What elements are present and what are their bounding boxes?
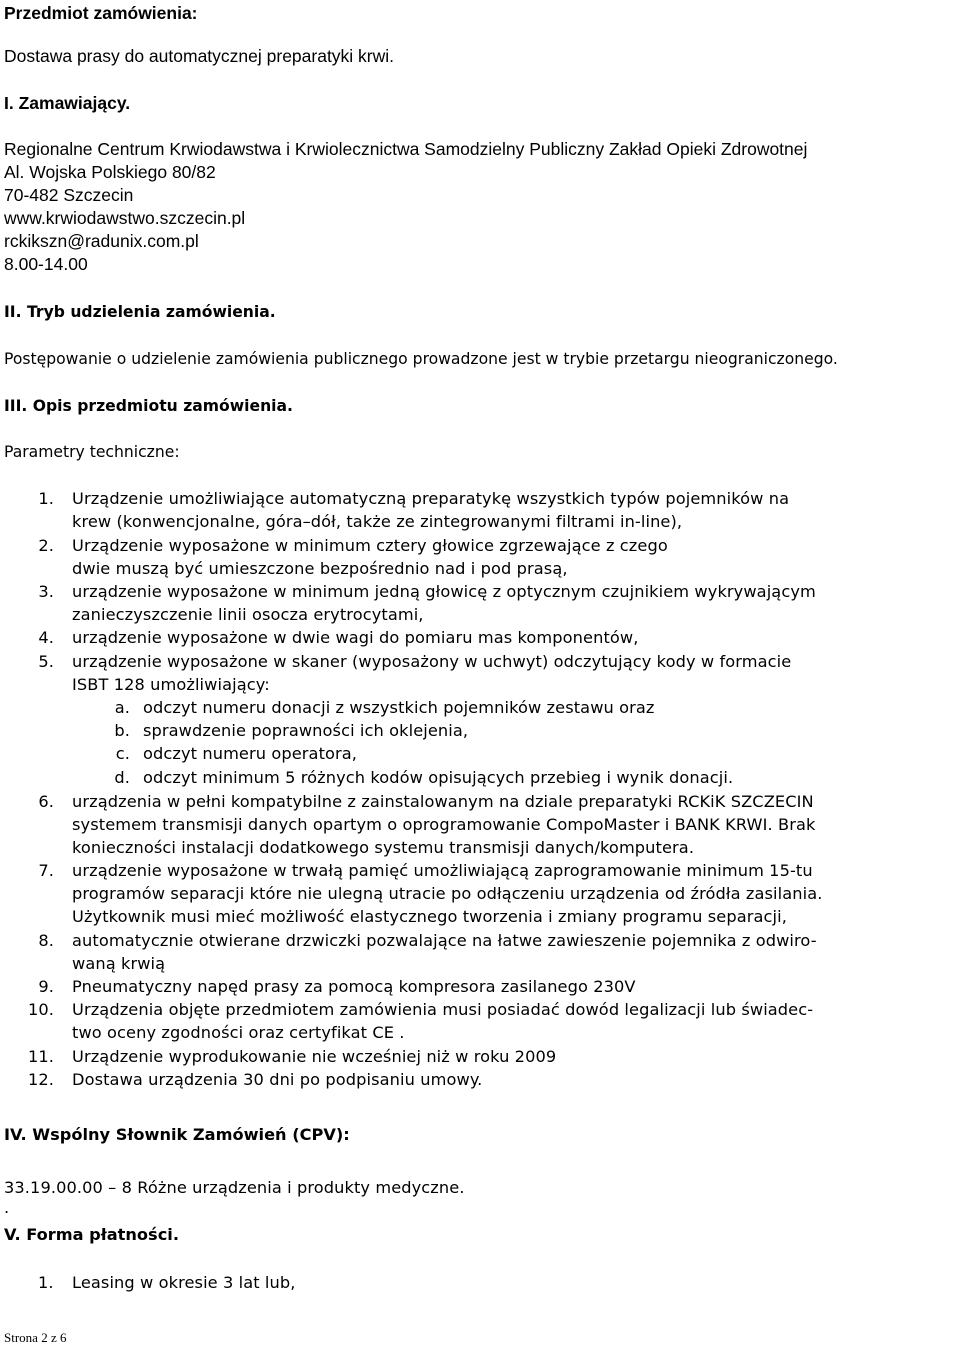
list-item-text: ISBT 128 umożliwiający: — [72, 675, 270, 694]
list-item-number: 5. — [38, 652, 54, 671]
list-item-text: Urządzenie wyprodukowanie nie wcześniej niż w roku 2009 — [72, 1047, 557, 1066]
list-item-text: waną krwią — [72, 954, 166, 973]
sublist-item-text: sprawdzenie poprawności ich oklejenia, — [143, 721, 469, 740]
sublist-item-text: odczyt numeru operatora, — [143, 744, 358, 763]
procedure-heading: II. Tryb udzielenia zamówienia. — [4, 303, 276, 321]
list-item-text: urządzenie wyposażone w skaner (wyposażony w uchwyt) odczytujący kody w formacie — [72, 652, 792, 671]
list-item-text: urządzenie wyposażone w trwałą pamięć umożliwiającą zaprogramowanie minimum 15-tu — [72, 861, 813, 880]
list-item-number: 8. — [38, 931, 54, 950]
technical-params-subheading: Parametry techniczne: — [4, 443, 180, 461]
list-item-text: urządzenie wyposażone w minimum jedną głowicę z optycznym czujnikiem wykrywającym — [72, 582, 816, 601]
cpv-dot: . — [4, 1198, 10, 1217]
payment-item-text: Leasing w okresie 3 lat lub, — [72, 1273, 296, 1292]
list-item-text: Użytkownik musi mieć możliwość elastycznego tworzenia i zmiany programu separacji, — [72, 907, 787, 926]
subject-text: Dostawa prasy do automatycznej preparatyki krwi. — [4, 46, 395, 66]
payment-heading: V. Forma płatności. — [4, 1225, 179, 1244]
list-item-text: zanieczyszczenie linii osocza erytrocytami, — [72, 605, 424, 624]
list-item-text: automatycznie otwierane drzwiczki pozwalające na łatwe zawieszenie pojemnika z odwiro- — [72, 931, 817, 950]
list-item-number: 10. — [27, 1000, 54, 1019]
list-item-text: dwie muszą być umieszczone bezpośrednio nad i pod prasą, — [72, 559, 568, 578]
list-item-text: programów separacji które nie ulegną utracie po odłączeniu urządzenia od źródła zasilania. — [72, 884, 823, 903]
purchaser-line: rckikszn@radunix.com.pl — [4, 231, 199, 251]
list-item-text: urządzenie wyposażone w dwie wagi do pomiaru mas komponentów, — [72, 628, 639, 647]
list-item-text: konieczności instalacji dodatkowego systemu transmisji danych/komputera. — [72, 838, 695, 857]
list-item-text: Urządzenie umożliwiające automatyczną preparatykę wszystkich typów pojemników na — [72, 489, 790, 508]
list-item-number: 7. — [38, 861, 54, 880]
list-item-text: systemem transmisji danych opartym o oprogramowanie CompoMaster i BANK KRWI. Brak — [72, 815, 816, 834]
list-item-number: 1. — [38, 489, 54, 508]
cpv-heading: IV. Wspólny Słownik Zamówień (CPV): — [4, 1125, 350, 1144]
subject-heading: Przedmiot zamówienia: — [4, 3, 198, 23]
sublist-item-letter: b. — [114, 721, 130, 740]
list-item-text: Urządzenie wyposażone w minimum cztery głowice zgrzewające z czego — [72, 536, 668, 555]
cpv-text: 33.19.00.00 – 8 Różne urządzenia i produkty medyczne. — [4, 1178, 465, 1197]
list-item-number: 4. — [38, 628, 54, 647]
description-heading: III. Opis przedmiotu zamówienia. — [4, 397, 293, 415]
list-item-text: krew (konwencjonalne, góra–dół, także ze zintegrowanymi filtrami in-line), — [72, 512, 683, 531]
purchaser-line: 8.00-14.00 — [4, 254, 88, 274]
list-item-number: 2. — [38, 536, 54, 555]
procedure-text: Postępowanie o udzielenie zamówienia publicznego prowadzone jest w trybie przetargu nieograniczonego. — [4, 350, 838, 368]
list-item-number: 9. — [38, 977, 54, 996]
list-item-text: Pneumatyczny napęd prasy za pomocą kompresora zasilanego 230V — [72, 977, 636, 996]
list-item-number: 6. — [38, 792, 54, 811]
list-item-number: 12. — [27, 1070, 54, 1089]
list-item-text: two oceny zgodności oraz certyfikat CE . — [72, 1023, 405, 1042]
sublist-item-text: odczyt numeru donacji z wszystkich pojemników zestawu oraz — [143, 698, 655, 717]
purchaser-line: www.krwiodawstwo.szczecin.pl — [4, 208, 246, 228]
sublist-item-letter: c. — [115, 744, 130, 763]
payment-item-number: 1. — [38, 1273, 54, 1292]
purchaser-line: Al. Wojska Polskiego 80/82 — [4, 162, 216, 182]
purchaser-line: Regionalne Centrum Krwiodawstwa i Krwiolecznictwa Samodzielny Publiczny Zakład Opieki Zdrowotnej — [4, 139, 808, 159]
page-number: Strona 2 z 6 — [4, 1330, 67, 1345]
purchaser-line: 70-482 Szczecin — [4, 185, 134, 205]
list-item-text: Dostawa urządzenia 30 dni po podpisaniu umowy. — [72, 1070, 483, 1089]
list-item-number: 11. — [27, 1047, 54, 1066]
purchaser-heading: I. Zamawiający. — [4, 93, 131, 113]
list-item-text: urządzenia w pełni kompatybilne z zainstalowanym na dziale preparatyki RCKiK SZCZECIN — [72, 792, 814, 811]
list-item-number: 3. — [38, 582, 54, 601]
sublist-item-letter: a. — [114, 698, 130, 717]
sublist-item-text: odczyt minimum 5 różnych kodów opisujących przebieg i wynik donacji. — [143, 768, 734, 787]
sublist-item-letter: d. — [114, 768, 130, 787]
list-item-text: Urządzenia objęte przedmiotem zamówienia musi posiadać dowód legalizacji lub świadec- — [72, 1000, 814, 1019]
